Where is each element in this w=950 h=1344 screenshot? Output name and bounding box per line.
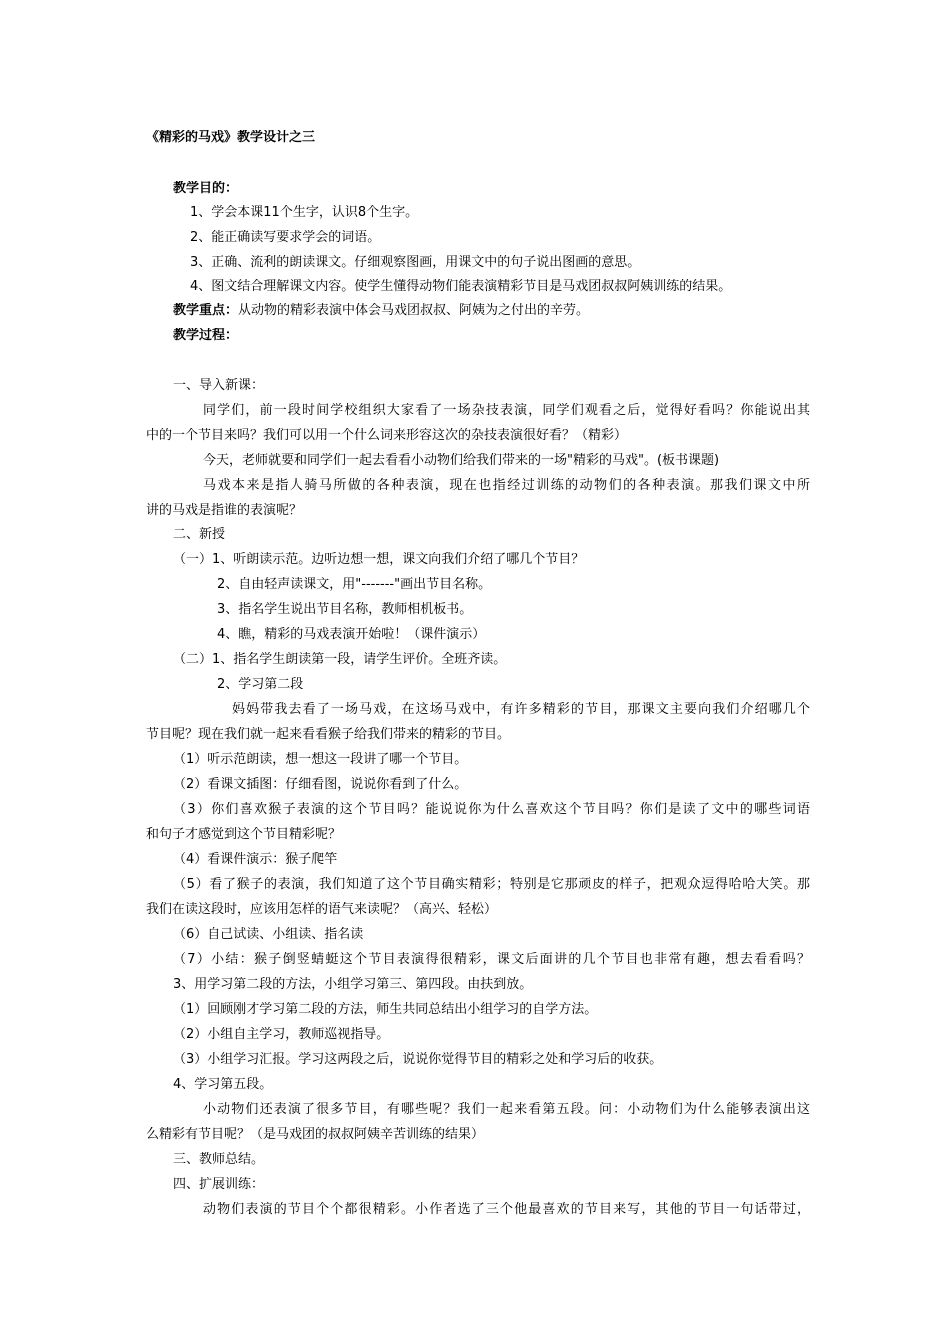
process-heading: 教学过程： [173,328,239,343]
step-line: 2、学习第二段 [217,677,304,692]
step-line: （5）看了猴子的表演，我们知道了这个节目确实精彩；特别是它那顽皮的样子，把观众逗得哈哈大笑。那 [173,877,810,892]
step-line: 4、学习第五段。 [173,1077,273,1092]
step-line: 3、指名学生说出节目名称，教师相机板书。 [217,602,473,617]
paragraph-line: 小动物们还表演了很多节目，有哪些呢？我们一起来看第五段。问：小动物们为什么能够表演出这 [203,1102,810,1117]
paragraph-line: 马戏本来是指人骑马所做的各种表演，现在也指经过训练的动物们的各种表演。那我们课文中所 [203,478,810,493]
step-line: （1）回顾刚才学习第二段的方法，师生共同总结出小组学习的自学方法。 [173,1002,598,1017]
objective-item: 3、正确、流利的朗读课文。仔细观察图画，用课文中的句子说出图画的意思。 [190,255,641,270]
step-line: （3）小组学习汇报。学习这两段之后，说说你觉得节目的精彩之处和学习后的收获。 [173,1052,663,1067]
step-line: （3）你们喜欢猴子表演的这个节目吗？能说说你为什么喜欢这个节目吗？你们是读了文中的哪些词语 [173,802,810,817]
step-line: （2）看课文插图：仔细看图，说说你看到了什么。 [173,777,468,792]
keypoint-label: 教学重点： [173,303,239,318]
step-line: 4、瞧，精彩的马戏表演开始啦！（课件演示） [217,627,486,642]
section-heading: 二、新授 [173,527,226,542]
step-line: （6）自己试读、小组读、指名读 [173,927,364,942]
step-line: （7）小结：猴子倒竖蜻蜓这个节目表演得很精彩，课文后面讲的几个节目也非常有趣，想去看看吗？ [173,952,810,967]
paragraph-line: 么精彩有节目呢？（是马戏团的叔叔阿姨辛苦训练的结果） [146,1127,485,1142]
step-line: （4）看课件演示：猴子爬竿 [173,852,338,867]
objective-item: 4、图文结合理解课文内容。使学生懂得动物们能表演精彩节目是马戏团叔叔阿姨训练的结果。 [190,279,732,294]
paragraph-line: 妈妈带我去看了一场马戏，在这场马戏中，有许多精彩的节目，那课文主要向我们介绍哪几个 [232,702,810,717]
paragraph-line: 讲的马戏是指谁的表演呢？ [146,503,303,518]
document-title: 《精彩的马戏》教学设计之三 [146,130,316,145]
paragraph-line: 中的一个节目来吗？我们可以用一个什么词来形容这次的杂技表演很好看？（精彩） [146,428,628,443]
section-heading: 一、导入新课： [173,378,265,393]
step-line: （1）听示范朗读，想一想这一段讲了哪一个节目。 [173,752,468,767]
section-heading: 三、教师总结。 [173,1152,265,1167]
keypoint-line [173,303,837,319]
step-line: 2、自由轻声读课文，用"-------"画出节目名称。 [217,577,492,592]
objective-item: 2、能正确读写要求学会的词语。 [190,230,381,245]
paragraph-line: 我们在读这段时，应该用怎样的语气来读呢？（高兴、轻松） [146,902,498,917]
objective-item: 1、学会本课11个生字，认识8个生字。 [190,205,419,220]
paragraph-line: 节目呢？现在我们就一起来看看猴子给我们带来的精彩的节目。 [146,727,511,742]
paragraph-line: 今天，老师就要和同学们一起去看看小动物们给我们带来的一场"精彩的马戏"。(板书课题) [203,453,720,468]
step-line: （二）1、指名学生朗读第一段，请学生评价。全班齐读。 [173,652,507,667]
section-heading: 四、扩展训练： [173,1177,265,1192]
objectives-heading: 教学目的： [173,181,239,196]
step-line: （2）小组自主学习，教师巡视指导。 [173,1027,390,1042]
step-line: （一）1、听朗读示范。边听边想一想，课文向我们介绍了哪几个节目？ [173,552,585,567]
paragraph-line: 动物们表演的节目个个都很精彩。小作者选了三个他最喜欢的节目来写，其他的节目一句话带过， [203,1202,810,1217]
keypoint-text: 从动物的精彩表演中体会马戏团叔叔、阿姨为之付出的辛劳。 [238,303,590,318]
paragraph-line: 同学们，前一段时间学校组织大家看了一场杂技表演，同学们观看之后，觉得好看吗？你能说出其 [203,403,810,418]
step-line: 3、用学习第二段的方法，小组学习第三、第四段。由扶到放。 [173,977,533,992]
paragraph-line: 和句子才感觉到这个节目精彩呢？ [146,827,342,842]
